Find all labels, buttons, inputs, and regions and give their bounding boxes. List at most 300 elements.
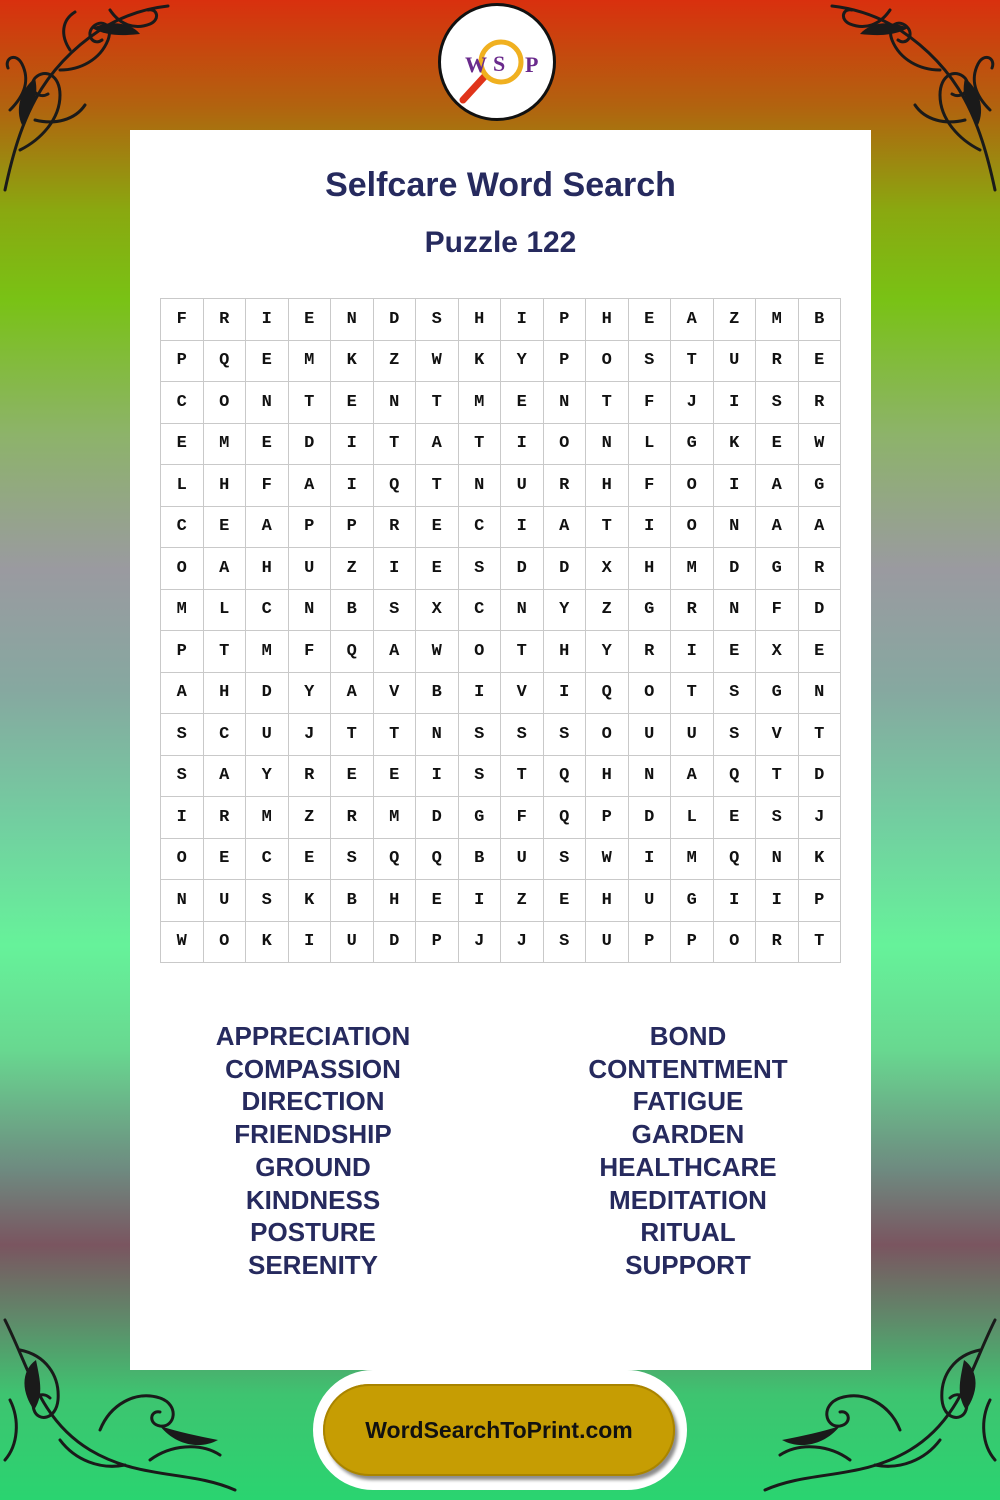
- grid-cell[interactable]: A: [671, 299, 714, 341]
- word-item: HEALTHCARE: [599, 1151, 777, 1182]
- grid-cell[interactable]: S: [756, 797, 799, 839]
- grid-cell[interactable]: J: [288, 714, 331, 756]
- grid-cell[interactable]: N: [798, 672, 841, 714]
- grid-row: [161, 880, 841, 922]
- grid-cell[interactable]: E: [331, 382, 374, 424]
- grid-cell[interactable]: S: [543, 921, 586, 963]
- word-item: COMPASSION: [225, 1053, 401, 1084]
- grid-cell[interactable]: S: [713, 672, 756, 714]
- grid-cell[interactable]: Q: [373, 465, 416, 507]
- grid-cell[interactable]: O: [543, 423, 586, 465]
- grid-cell[interactable]: E: [543, 880, 586, 922]
- grid-cell[interactable]: O: [203, 382, 246, 424]
- grid-cell[interactable]: X: [586, 548, 629, 590]
- grid-cell[interactable]: I: [628, 506, 671, 548]
- grid-row: [161, 382, 841, 424]
- grid-cell[interactable]: I: [501, 299, 544, 341]
- grid-cell[interactable]: C: [161, 382, 204, 424]
- grid-cell[interactable]: U: [203, 880, 246, 922]
- grid-cell[interactable]: N: [543, 382, 586, 424]
- grid-cell[interactable]: S: [458, 755, 501, 797]
- grid-cell[interactable]: A: [203, 755, 246, 797]
- grid-cell[interactable]: L: [628, 423, 671, 465]
- grid-cell[interactable]: X: [756, 631, 799, 673]
- grid-cell[interactable]: E: [373, 755, 416, 797]
- grid-cell[interactable]: P: [671, 921, 714, 963]
- grid-cell[interactable]: R: [331, 797, 374, 839]
- grid-cell[interactable]: I: [713, 465, 756, 507]
- grid-cell[interactable]: F: [161, 299, 204, 341]
- grid-cell[interactable]: R: [756, 340, 799, 382]
- grid-cell[interactable]: U: [288, 548, 331, 590]
- grid-cell[interactable]: G: [671, 880, 714, 922]
- word-item: GARDEN: [631, 1119, 745, 1150]
- grid-cell[interactable]: K: [246, 921, 289, 963]
- grid-cell[interactable]: L: [671, 797, 714, 839]
- grid-cell[interactable]: Q: [416, 838, 459, 880]
- grid-cell[interactable]: K: [331, 340, 374, 382]
- grid-cell[interactable]: T: [798, 714, 841, 756]
- grid-cell[interactable]: N: [416, 714, 459, 756]
- grid-cell[interactable]: F: [756, 589, 799, 631]
- grid-cell[interactable]: K: [798, 838, 841, 880]
- grid-cell[interactable]: Q: [543, 797, 586, 839]
- grid-cell[interactable]: X: [416, 589, 459, 631]
- grid-cell[interactable]: N: [713, 589, 756, 631]
- word-item: POSTURE: [250, 1217, 376, 1248]
- grid-cell[interactable]: Y: [501, 340, 544, 382]
- grid-cell[interactable]: O: [671, 465, 714, 507]
- grid-cell[interactable]: Q: [586, 672, 629, 714]
- word-item: DIRECTION: [241, 1086, 385, 1117]
- grid-cell[interactable]: R: [756, 921, 799, 963]
- word-item: FRIENDSHIP: [234, 1119, 392, 1150]
- grid-row: [161, 506, 841, 548]
- grid-cell[interactable]: G: [458, 797, 501, 839]
- grid-cell[interactable]: I: [416, 755, 459, 797]
- grid-cell[interactable]: D: [373, 299, 416, 341]
- grid-cell[interactable]: S: [713, 714, 756, 756]
- grid-cell[interactable]: M: [671, 548, 714, 590]
- grid-cell[interactable]: E: [713, 631, 756, 673]
- grid-cell[interactable]: A: [246, 506, 289, 548]
- word-item: APPRECIATION: [215, 1021, 411, 1051]
- grid-cell[interactable]: S: [458, 548, 501, 590]
- grid-cell[interactable]: M: [373, 797, 416, 839]
- grid-cell[interactable]: E: [798, 340, 841, 382]
- grid-cell[interactable]: T: [288, 382, 331, 424]
- grid-cell[interactable]: D: [713, 548, 756, 590]
- grid-cell[interactable]: Z: [713, 299, 756, 341]
- grid-cell[interactable]: S: [458, 714, 501, 756]
- grid-cell[interactable]: E: [501, 382, 544, 424]
- grid-cell[interactable]: P: [416, 921, 459, 963]
- grid-cell[interactable]: U: [586, 921, 629, 963]
- grid-cell[interactable]: N: [628, 755, 671, 797]
- grid-cell[interactable]: O: [458, 631, 501, 673]
- grid-cell[interactable]: U: [501, 838, 544, 880]
- grid-cell[interactable]: T: [416, 382, 459, 424]
- puzzle-number: Puzzle 122: [424, 226, 577, 259]
- grid-cell[interactable]: U: [713, 340, 756, 382]
- grid-cell[interactable]: Y: [246, 755, 289, 797]
- grid-cell[interactable]: D: [416, 797, 459, 839]
- footer-badge: [313, 1370, 687, 1490]
- grid-cell[interactable]: R: [671, 589, 714, 631]
- grid-cell[interactable]: U: [628, 714, 671, 756]
- grid-cell[interactable]: L: [203, 589, 246, 631]
- grid-cell[interactable]: Q: [203, 340, 246, 382]
- grid-cell[interactable]: J: [501, 921, 544, 963]
- grid-cell[interactable]: P: [798, 880, 841, 922]
- grid-cell[interactable]: G: [628, 589, 671, 631]
- word-item: KINDNESS: [245, 1184, 381, 1215]
- grid-cell[interactable]: G: [798, 465, 841, 507]
- grid-cell[interactable]: I: [671, 631, 714, 673]
- grid-cell[interactable]: Q: [713, 838, 756, 880]
- word-list-left: [130, 1020, 496, 1282]
- grid-cell[interactable]: H: [586, 299, 629, 341]
- grid-row: [161, 631, 841, 673]
- grid-cell[interactable]: I: [331, 423, 374, 465]
- grid-cell[interactable]: K: [458, 340, 501, 382]
- grid-cell[interactable]: T: [501, 755, 544, 797]
- grid-cell[interactable]: A: [543, 506, 586, 548]
- grid-cell[interactable]: A: [161, 672, 204, 714]
- grid-cell[interactable]: N: [373, 382, 416, 424]
- grid-cell[interactable]: E: [713, 797, 756, 839]
- grid-row: [161, 299, 841, 341]
- grid-cell[interactable]: U: [246, 714, 289, 756]
- grid-cell[interactable]: G: [756, 672, 799, 714]
- grid-cell[interactable]: U: [628, 880, 671, 922]
- grid-cell[interactable]: H: [543, 631, 586, 673]
- grid-cell[interactable]: Z: [288, 797, 331, 839]
- grid-cell[interactable]: T: [416, 465, 459, 507]
- grid-cell[interactable]: G: [671, 423, 714, 465]
- grid-cell[interactable]: A: [756, 506, 799, 548]
- grid-cell[interactable]: K: [288, 880, 331, 922]
- grid-cell[interactable]: J: [798, 797, 841, 839]
- grid-row: [161, 465, 841, 507]
- grid-cell[interactable]: E: [416, 506, 459, 548]
- grid-cell[interactable]: T: [756, 755, 799, 797]
- grid-cell[interactable]: E: [416, 548, 459, 590]
- grid-cell[interactable]: T: [458, 423, 501, 465]
- grid-cell[interactable]: P: [628, 921, 671, 963]
- grid-cell[interactable]: D: [246, 672, 289, 714]
- grid-row: [161, 755, 841, 797]
- grid-cell[interactable]: N: [161, 880, 204, 922]
- grid-cell[interactable]: S: [628, 340, 671, 382]
- grid-cell[interactable]: A: [331, 672, 374, 714]
- grid-cell[interactable]: O: [628, 672, 671, 714]
- grid-cell[interactable]: W: [161, 921, 204, 963]
- grid-cell[interactable]: A: [373, 631, 416, 673]
- grid-cell[interactable]: P: [288, 506, 331, 548]
- grid-cell[interactable]: V: [373, 672, 416, 714]
- grid-cell[interactable]: R: [798, 382, 841, 424]
- grid-cell[interactable]: Z: [586, 589, 629, 631]
- grid-cell[interactable]: F: [628, 465, 671, 507]
- grid-cell[interactable]: C: [458, 506, 501, 548]
- grid-cell[interactable]: O: [586, 340, 629, 382]
- grid-cell[interactable]: T: [331, 714, 374, 756]
- grid-cell[interactable]: Q: [373, 838, 416, 880]
- puzzle-sheet: [130, 130, 871, 1370]
- grid-cell[interactable]: D: [501, 548, 544, 590]
- website-link[interactable]: WordSearchToPrint.com: [323, 1384, 675, 1476]
- grid-cell[interactable]: Z: [373, 340, 416, 382]
- grid-cell[interactable]: G: [756, 548, 799, 590]
- grid-cell[interactable]: N: [501, 589, 544, 631]
- grid-cell[interactable]: P: [331, 506, 374, 548]
- word-item: GROUND: [255, 1151, 371, 1182]
- grid-cell[interactable]: R: [203, 299, 246, 341]
- grid-cell[interactable]: N: [713, 506, 756, 548]
- grid-cell[interactable]: D: [798, 589, 841, 631]
- grid-row: [161, 589, 841, 631]
- word-item: SERENITY: [247, 1249, 379, 1280]
- letter-grid: [160, 298, 841, 963]
- grid-cell[interactable]: M: [203, 423, 246, 465]
- grid-row: [161, 838, 841, 880]
- grid-cell[interactable]: N: [756, 838, 799, 880]
- grid-cell[interactable]: M: [161, 589, 204, 631]
- grid-cell[interactable]: I: [458, 880, 501, 922]
- grid-cell[interactable]: V: [756, 714, 799, 756]
- word-item: MEDITATION: [609, 1184, 767, 1215]
- grid-cell[interactable]: R: [288, 755, 331, 797]
- grid-cell[interactable]: L: [161, 465, 204, 507]
- grid-cell[interactable]: F: [246, 465, 289, 507]
- page-title: Selfcare Word Search: [325, 166, 676, 204]
- grid-cell[interactable]: B: [331, 589, 374, 631]
- grid-cell[interactable]: M: [458, 382, 501, 424]
- grid-row: [161, 340, 841, 382]
- grid-cell[interactable]: W: [586, 838, 629, 880]
- grid-cell[interactable]: T: [798, 921, 841, 963]
- grid-cell[interactable]: J: [458, 921, 501, 963]
- grid-cell[interactable]: I: [288, 921, 331, 963]
- grid-cell[interactable]: E: [246, 423, 289, 465]
- grid-row: [161, 548, 841, 590]
- grid-cell[interactable]: P: [161, 340, 204, 382]
- grid-cell[interactable]: E: [756, 423, 799, 465]
- grid-cell[interactable]: Y: [288, 672, 331, 714]
- grid-cell[interactable]: R: [798, 548, 841, 590]
- grid-cell[interactable]: I: [713, 382, 756, 424]
- grid-cell[interactable]: E: [416, 880, 459, 922]
- grid-cell[interactable]: H: [373, 880, 416, 922]
- logo-letter-w: W: [465, 52, 487, 77]
- grid-cell[interactable]: T: [671, 672, 714, 714]
- grid-cell[interactable]: H: [246, 548, 289, 590]
- grid-cell[interactable]: C: [161, 506, 204, 548]
- grid-cell[interactable]: Q: [543, 755, 586, 797]
- grid-cell[interactable]: R: [203, 797, 246, 839]
- grid-cell[interactable]: Q: [331, 631, 374, 673]
- grid-cell[interactable]: E: [203, 506, 246, 548]
- grid-cell[interactable]: W: [416, 340, 459, 382]
- grid-cell[interactable]: T: [586, 506, 629, 548]
- grid-cell[interactable]: A: [671, 755, 714, 797]
- grid-cell[interactable]: O: [203, 921, 246, 963]
- grid-cell[interactable]: U: [501, 465, 544, 507]
- grid-cell[interactable]: P: [161, 631, 204, 673]
- grid-cell[interactable]: A: [288, 465, 331, 507]
- grid-cell[interactable]: C: [246, 589, 289, 631]
- grid-cell[interactable]: U: [671, 714, 714, 756]
- grid-row: [161, 714, 841, 756]
- grid-cell[interactable]: O: [161, 838, 204, 880]
- grid-row: [161, 423, 841, 465]
- grid-cell[interactable]: N: [246, 382, 289, 424]
- grid-cell[interactable]: B: [458, 838, 501, 880]
- grid-cell[interactable]: N: [331, 299, 374, 341]
- grid-cell[interactable]: S: [246, 880, 289, 922]
- grid-cell[interactable]: F: [288, 631, 331, 673]
- grid-cell[interactable]: A: [203, 548, 246, 590]
- grid-cell[interactable]: R: [628, 631, 671, 673]
- grid-cell[interactable]: C: [203, 714, 246, 756]
- grid-cell[interactable]: J: [671, 382, 714, 424]
- grid-cell[interactable]: H: [628, 548, 671, 590]
- grid-cell[interactable]: S: [373, 589, 416, 631]
- grid-cell[interactable]: P: [586, 797, 629, 839]
- grid-cell[interactable]: W: [416, 631, 459, 673]
- grid-cell[interactable]: N: [288, 589, 331, 631]
- grid-cell[interactable]: E: [161, 423, 204, 465]
- grid-cell[interactable]: D: [288, 423, 331, 465]
- grid-cell[interactable]: S: [543, 714, 586, 756]
- grid-cell[interactable]: E: [288, 299, 331, 341]
- grid-cell[interactable]: E: [798, 631, 841, 673]
- grid-cell[interactable]: B: [798, 299, 841, 341]
- grid-cell[interactable]: H: [458, 299, 501, 341]
- grid-cell[interactable]: T: [373, 423, 416, 465]
- grid-cell[interactable]: I: [458, 672, 501, 714]
- grid-cell[interactable]: I: [501, 423, 544, 465]
- grid-cell[interactable]: M: [246, 797, 289, 839]
- grid-cell[interactable]: E: [288, 838, 331, 880]
- grid-cell[interactable]: H: [203, 672, 246, 714]
- grid-cell[interactable]: S: [161, 755, 204, 797]
- grid-cell[interactable]: T: [373, 714, 416, 756]
- grid-cell[interactable]: S: [331, 838, 374, 880]
- grid-cell[interactable]: M: [288, 340, 331, 382]
- grid-row: [161, 921, 841, 963]
- grid-cell[interactable]: I: [713, 880, 756, 922]
- grid-cell[interactable]: A: [416, 423, 459, 465]
- grid-cell[interactable]: H: [586, 755, 629, 797]
- grid-cell[interactable]: D: [798, 755, 841, 797]
- grid-cell[interactable]: Z: [501, 880, 544, 922]
- grid-cell[interactable]: D: [543, 548, 586, 590]
- grid-cell[interactable]: O: [586, 714, 629, 756]
- grid-cell[interactable]: T: [203, 631, 246, 673]
- grid-cell[interactable]: I: [543, 672, 586, 714]
- grid-cell[interactable]: H: [586, 465, 629, 507]
- grid-cell[interactable]: T: [586, 382, 629, 424]
- grid-row: [161, 797, 841, 839]
- grid-cell[interactable]: D: [373, 921, 416, 963]
- grid-cell[interactable]: P: [543, 340, 586, 382]
- word-item: RITUAL: [640, 1217, 736, 1248]
- grid-cell[interactable]: N: [458, 465, 501, 507]
- grid-cell[interactable]: S: [543, 838, 586, 880]
- grid-cell[interactable]: D: [628, 797, 671, 839]
- grid-row: [161, 672, 841, 714]
- grid-cell[interactable]: F: [501, 797, 544, 839]
- grid-cell[interactable]: C: [246, 838, 289, 880]
- grid-cell[interactable]: P: [543, 299, 586, 341]
- grid-cell[interactable]: H: [586, 880, 629, 922]
- grid-cell[interactable]: T: [671, 340, 714, 382]
- logo-letter-s: S: [493, 51, 506, 76]
- logo-letter-p: P: [525, 52, 539, 77]
- grid-cell[interactable]: I: [756, 880, 799, 922]
- grid-cell[interactable]: C: [458, 589, 501, 631]
- grid-cell[interactable]: F: [628, 382, 671, 424]
- grid-cell[interactable]: O: [161, 548, 204, 590]
- grid-cell[interactable]: R: [373, 506, 416, 548]
- grid-cell[interactable]: Q: [713, 755, 756, 797]
- word-item: BOND: [649, 1021, 727, 1051]
- grid-cell[interactable]: S: [501, 714, 544, 756]
- grid-cell[interactable]: I: [373, 548, 416, 590]
- grid-cell[interactable]: W: [798, 423, 841, 465]
- grid-cell[interactable]: I: [628, 838, 671, 880]
- grid-cell[interactable]: I: [161, 797, 204, 839]
- grid-cell[interactable]: Y: [586, 631, 629, 673]
- grid-cell[interactable]: A: [756, 465, 799, 507]
- grid-cell[interactable]: Y: [543, 589, 586, 631]
- grid-cell[interactable]: M: [756, 299, 799, 341]
- grid-cell[interactable]: E: [628, 299, 671, 341]
- grid-cell[interactable]: M: [671, 838, 714, 880]
- grid-cell[interactable]: B: [416, 672, 459, 714]
- grid-cell[interactable]: B: [331, 880, 374, 922]
- grid-cell[interactable]: I: [331, 465, 374, 507]
- grid-cell[interactable]: T: [501, 631, 544, 673]
- grid-cell[interactable]: O: [713, 921, 756, 963]
- grid-cell[interactable]: I: [246, 299, 289, 341]
- word-item: SUPPORT: [625, 1249, 751, 1280]
- word-list-right: [500, 1020, 876, 1282]
- grid-cell[interactable]: I: [501, 506, 544, 548]
- wsp-logo[interactable]: [438, 3, 556, 121]
- grid-cell[interactable]: E: [203, 838, 246, 880]
- grid-cell[interactable]: R: [543, 465, 586, 507]
- grid-cell[interactable]: M: [246, 631, 289, 673]
- grid-cell[interactable]: S: [416, 299, 459, 341]
- grid-cell[interactable]: Z: [331, 548, 374, 590]
- grid-cell[interactable]: E: [331, 755, 374, 797]
- grid-cell[interactable]: S: [161, 714, 204, 756]
- word-item: FATIGUE: [632, 1086, 744, 1117]
- grid-cell[interactable]: O: [671, 506, 714, 548]
- grid-cell[interactable]: S: [756, 382, 799, 424]
- grid-cell[interactable]: E: [246, 340, 289, 382]
- magnifier-icon: [441, 6, 553, 118]
- grid-cell[interactable]: U: [331, 921, 374, 963]
- grid-cell[interactable]: A: [798, 506, 841, 548]
- grid-cell[interactable]: H: [203, 465, 246, 507]
- grid-cell[interactable]: V: [501, 672, 544, 714]
- grid-cell[interactable]: K: [713, 423, 756, 465]
- grid-cell[interactable]: N: [586, 423, 629, 465]
